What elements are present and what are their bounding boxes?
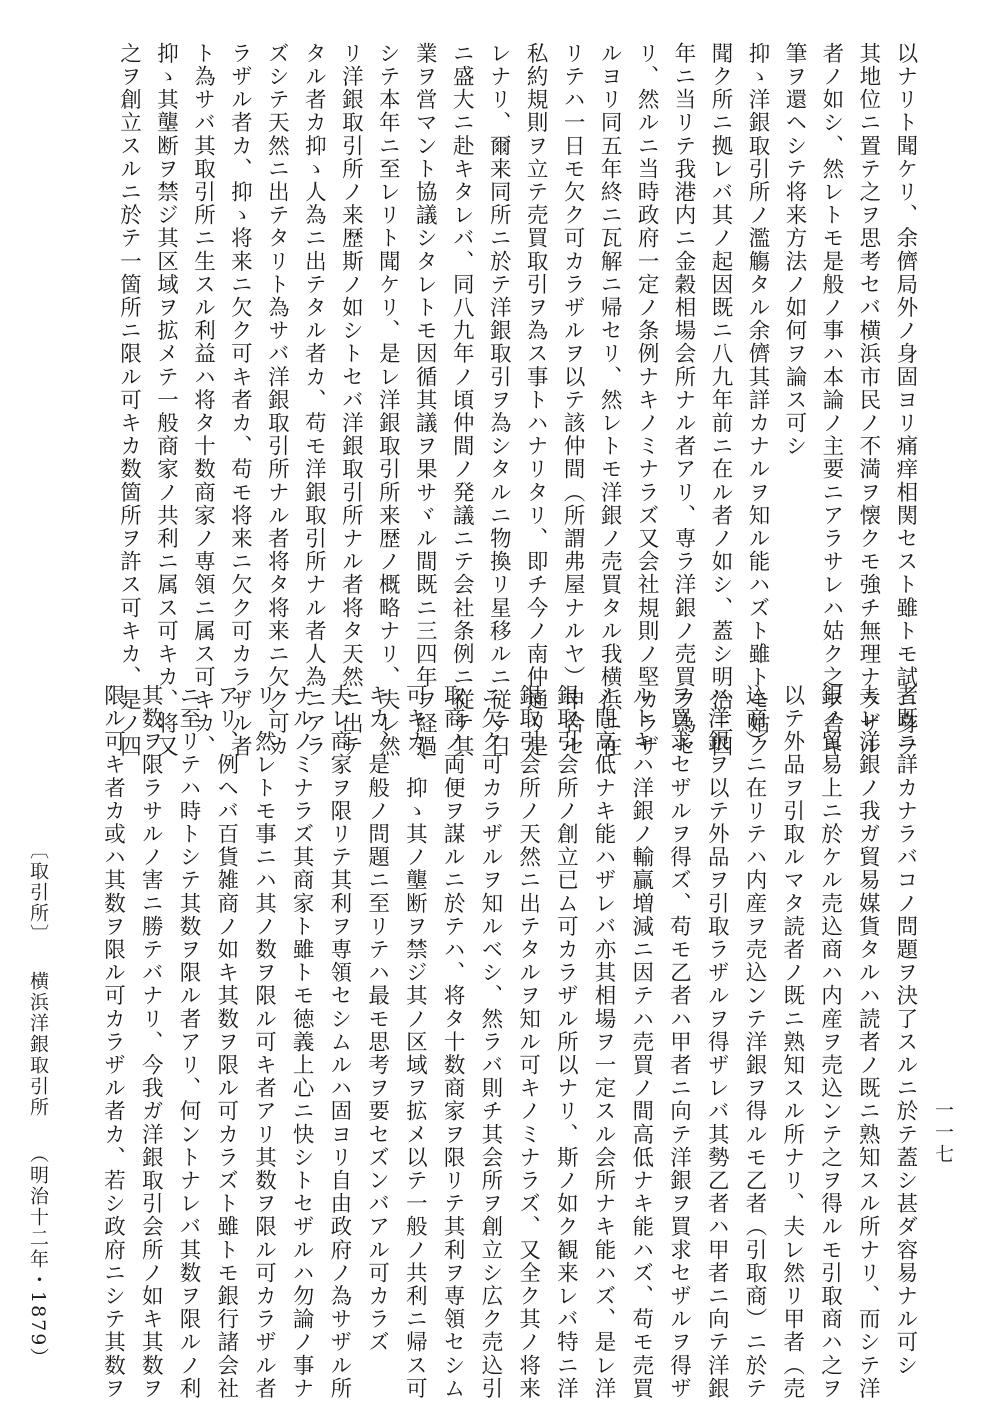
- header-title: 横浜洋銀取引所: [27, 971, 49, 1118]
- text-column: 夫レ商家ヲ限リテ其利ヲ専領セシムルハ固ヨリ自由政府ノ為サザル所: [326, 684, 352, 1401]
- text-column: 業ヲ営マント協議シタレトモ因循其議ヲ果サヾル間既ニ三四年ヲ経過: [412, 42, 438, 759]
- text-column: 取商ノ両便ヲ謀ルニ於テハ、将タ十数商家ヲ限リテ其利ヲ専領セシム: [440, 684, 466, 1401]
- text-column: ハ洋銀ヲ以テ外品ヲ引取ラザルヲ得ザレバ其勢乙者ハ甲者ニ向テ洋銀: [704, 684, 730, 1401]
- text-column: 以テ外品ヲ引取ルマタ読者ノ既ニ熟知スル所ナリ、夫レ然リ甲者（売: [779, 684, 805, 1401]
- text-column: 年ニ当リテ我港内ニ金穀相場会所ナル者アリ、専ラ洋銀ノ売買ヲ為セ: [671, 42, 697, 759]
- text-column: ト為サバ其取引所ニ生スル利益ハ将タ十数商家ノ専領ニ属ス可キカ、: [190, 42, 216, 759]
- text-column: ズシテ天然ニ出テタリト為サバ洋銀取引所ナル者将タ将来ニ欠ク可カ: [264, 42, 290, 759]
- running-header: [27, 840, 49, 1369]
- text-column: ラザル者カ、抑ゝ将来ニ欠ク可キ者カ、苟モ将来ニ欠ク可カラザル者: [227, 42, 253, 759]
- text-column: ノ間高低ナキ能ハザレバ亦其相場ヲ一定スル会所ナキ能ハズ、是レ洋: [591, 684, 617, 1401]
- text-column: 筆ヲ還ヘシテ将来方法ノ如何ヲ論ス可シ: [781, 42, 807, 458]
- text-column: リ、然レトモ事ニハ其ノ数ヲ限ル可キ者アリ其数ヲ限ル可カラザル者: [251, 684, 277, 1401]
- upper-text-block: [116, 42, 918, 759]
- text-column: タル者カ抑ゝ人為ニ出テタル者カ、苟モ洋銀取引所ナル者人為ニアラ: [301, 42, 327, 759]
- text-column: リ、然ルニ当時政府一定ノ条例ナキノミナラズ又会社規則ノ堅カラザ: [634, 42, 660, 759]
- header-section: 〔取引所〕: [27, 840, 49, 945]
- text-column: 可キカ、抑ゝ其ノ壟断ヲ禁ジ其ノ区域ヲ拡メ以テ一般ノ共利ニ帰ス可: [402, 684, 428, 1401]
- text-column: アリ、例ヘバ百貨雑商ノ如キ其数ヲ限ル可カラズト雖トモ銀行諸会社: [213, 684, 239, 1401]
- page-number: 一一七: [932, 1100, 954, 1166]
- text-column: 銀取引会所ノ天然ニ出テタルヲ知ル可キノミナラズ、又全ク其ノ将来: [515, 684, 541, 1401]
- text-column: シテ本年ニ至レリト聞ケリ、是レ洋銀取引所来歴ノ概略ナリ、夫レ然: [375, 42, 401, 759]
- text-column: 其地位ニ置テ之ヲ思考セバ横浜市民ノ不満ヲ懐クモ強チ無理ナラザル: [855, 42, 881, 759]
- text-column: 夫レ洋銀ノ我ガ貿易媒貨タルハ読者ノ既ニ熟知スル所ナリ、而シテ洋: [855, 684, 881, 1401]
- text-column: リ洋銀取引所ノ来歴斯ノ如シトセバ洋銀取引所ナル者将タ天然ニ出テ: [338, 42, 364, 759]
- text-column: 其数ヲ限ラサルノ害ニ勝テバナリ、今我ガ洋銀取引会所ノ如キ其数ヲ: [138, 684, 164, 1401]
- text-column: キカ、是般ノ問題ニ至リテハ最モ思考ヲ要セズンバアル可カラズ: [364, 684, 390, 1354]
- text-column: 聞ク所ニ拠レバ其ノ起因既ニ八九年前ニ在ル者ノ如シ、蓋シ明治三四: [708, 42, 733, 759]
- text-column: 者既ニ詳カナラバコノ問題ヲ決了スルニ於テ蓋シ甚ダ容易ナル可シ: [892, 684, 918, 1377]
- text-column: 抑ゝ洋銀取引所ノ濫觴タル余儕其詳カナルヲ知ル能ハズト雖トモ姑ク: [744, 42, 770, 759]
- text-column: ヲ買求セザルヲ得ズ、苟モ乙者ハ甲者ニ向テ洋銀ヲ買求セザルヲ得ザ: [666, 684, 692, 1401]
- text-column: リテハ一日モ欠ク可カラザルヲ以テ該仲間（所謂弗屋ナルヤ）申合セ: [560, 42, 586, 759]
- text-column: 銀ノ貿易上ニ於ケル売込商ハ内産ヲ売込ンテ之ヲ得ルモ引取商ハ之ヲ: [817, 684, 843, 1401]
- text-column: 限ル可キ者カ或ハ其数ヲ限ル可カラザル者カ、若シ政府ニシテ其数ヲ: [100, 684, 126, 1401]
- text-column: 以ナリト聞ケリ、余儕局外ノ身固ヨリ痛痒相関セスト雖トモ試ニ身ヲ: [892, 42, 918, 759]
- text-column: レナリ、爾来同所ニ於テ洋銀取引ヲ為シタルニ物換リ星移ルニ従テ日: [486, 42, 512, 759]
- text-column: ナルノミナラズ其商家ト雖トモ徳義上心ニ快シトセザルハ勿論ノ事ナ: [289, 684, 315, 1401]
- text-column: ニ欠ク可カラザルヲ知ルベシ、然ラバ則チ其会所ヲ創立シ広ク売込引: [477, 684, 503, 1401]
- text-column: 私約規則ヲ立テ売買取引ヲ為ス事トハナリタリ、即チ今ノ南仲通リ是: [523, 42, 549, 759]
- text-column: ニ盛大ニ赴キタレバ、同八九年ノ頃仲間ノ発議ニテ会社条例ニ従テ其: [449, 42, 475, 759]
- text-column: 抑ゝ其壟断ヲ禁ジ其区域ヲ拡メテ一般商家ノ共利ニ属ス可キカ、将又: [153, 42, 179, 759]
- header-date: （明治十二年・1879）: [27, 1144, 49, 1369]
- text-column: ルトキハ洋銀ノ輸贏増減ニ因テハ売買ノ間高低ナキ能ハズ、苟モ売買: [628, 684, 654, 1401]
- text-column: 之ヲ創立スルニ於テ一箇所ニ限ル可キカ数箇所ヲ許ス可キカ、是ノ四: [116, 42, 142, 759]
- lower-text-block: [100, 684, 918, 1401]
- text-column: 者ノ如シ、然レトモ是般ノ事ハ本論ノ主要ニアラサレハ姑ク之ヲ舎キ: [818, 42, 844, 759]
- text-column: 込商）ニ在リテハ内産ヲ売込ンテ洋銀ヲ得ルモ乙者（引取商）ニ於テ: [741, 684, 767, 1401]
- text-column: 銀取引会所ノ創立已ム可カラザル所以ナリ、斯ノ如ク観来レバ特ニ洋: [553, 684, 579, 1401]
- text-column: ルヨリ同五年終ニ瓦解ニ帰セリ、然レトモ洋銀ノ売買タル我横浜ニ在: [597, 42, 623, 759]
- text-column: ニ至リテハ時トシテ其数ヲ限ル者アリ、何ントナレバ其数ヲ限ルノ利: [175, 684, 201, 1401]
